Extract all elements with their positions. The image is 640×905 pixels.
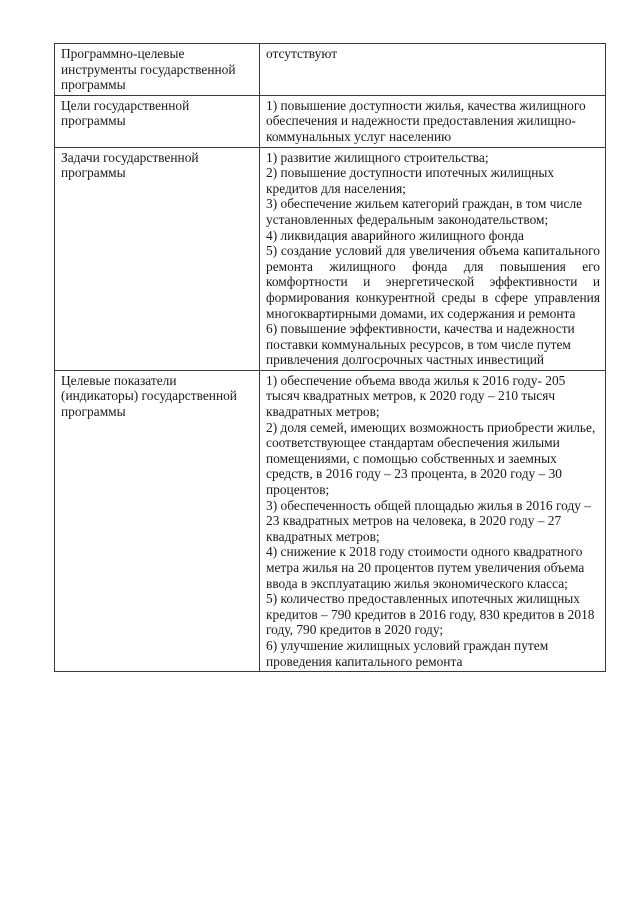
row-label: Цели государственной программы xyxy=(55,95,260,147)
value-line: 1) развитие жилищного строительства; xyxy=(266,149,489,165)
value-line: 6) улучшение жилищных условий граждан путем проведения капитального ремонта xyxy=(266,637,549,669)
table-row xyxy=(55,95,606,147)
value-line: 2) доля семей, имеющих возможность приобрести жилье, соответствующее стандартам обеспечения жилыми помещениями, с помощью собственных и заемных средств, в 2016 году – 23 процента, в 2020 году – 30 процентов; xyxy=(266,419,596,498)
row-value xyxy=(260,370,606,671)
value-line: 1) обеспечение объема ввода жилья к 2016 году- 205 тысяч квадратных метров, к 2020 году – 210 тысяч квадратных метров; xyxy=(266,372,566,420)
value-line: 4) снижение к 2018 году стоимости одного квадратного метра жилья на 20 процентов путем увеличения объема ввода в эксплуатацию жилья экономического класса; xyxy=(266,544,585,591)
row-value xyxy=(260,147,606,370)
value-line: 6) повышение эффективности, качества и надежности поставки коммунальных ресурсов, в том числе путем привлечения долгосрочных частных инвестиций xyxy=(266,321,575,368)
value-line: 4) ликвидация аварийного жилищного фонда xyxy=(266,227,524,243)
row-label: Программно-целевые инструменты государственной программы xyxy=(55,44,260,96)
value-line: 1) повышение доступности жилья, качества жилищного обеспечения и надежности предоставления жилищно-коммунальных услуг населению xyxy=(266,97,586,144)
table-row xyxy=(55,370,606,671)
value-line: 3) обеспечение жильем категорий граждан, в том числе установленных федеральным законодательством; xyxy=(266,196,583,227)
row-value xyxy=(260,44,606,96)
value-line: 2) повышение доступности ипотечных жилищных кредитов для населения; xyxy=(266,165,555,196)
passport-table xyxy=(54,43,606,672)
value-line: 5) создание условий для увеличения объема капитального ремонта жилищного фонда для повышения его комфортности и энергетической эффективности и формирования конкурентной среды в сфере управления многоквартирными домами, их содержания и ремонта xyxy=(266,243,600,321)
row-label: Целевые показатели (индикаторы) государственной программы xyxy=(55,370,260,671)
value-line: 3) обеспеченность общей площадью жилья в 2016 году – 23 квадратных метров на человека, в 2020 году – 27 квадратных метров; xyxy=(266,497,591,544)
value-line: 5) количество предоставленных ипотечных жилищных кредитов – 790 кредитов в 2016 году, 830 кредитов в 2018 году, 790 кредитов в 2020 году; xyxy=(266,591,595,638)
table-row xyxy=(55,147,606,370)
row-value xyxy=(260,95,606,147)
table-row xyxy=(55,44,606,96)
value-line: отсутствуют xyxy=(266,46,338,61)
row-label: Задачи государственной программы xyxy=(55,147,260,370)
